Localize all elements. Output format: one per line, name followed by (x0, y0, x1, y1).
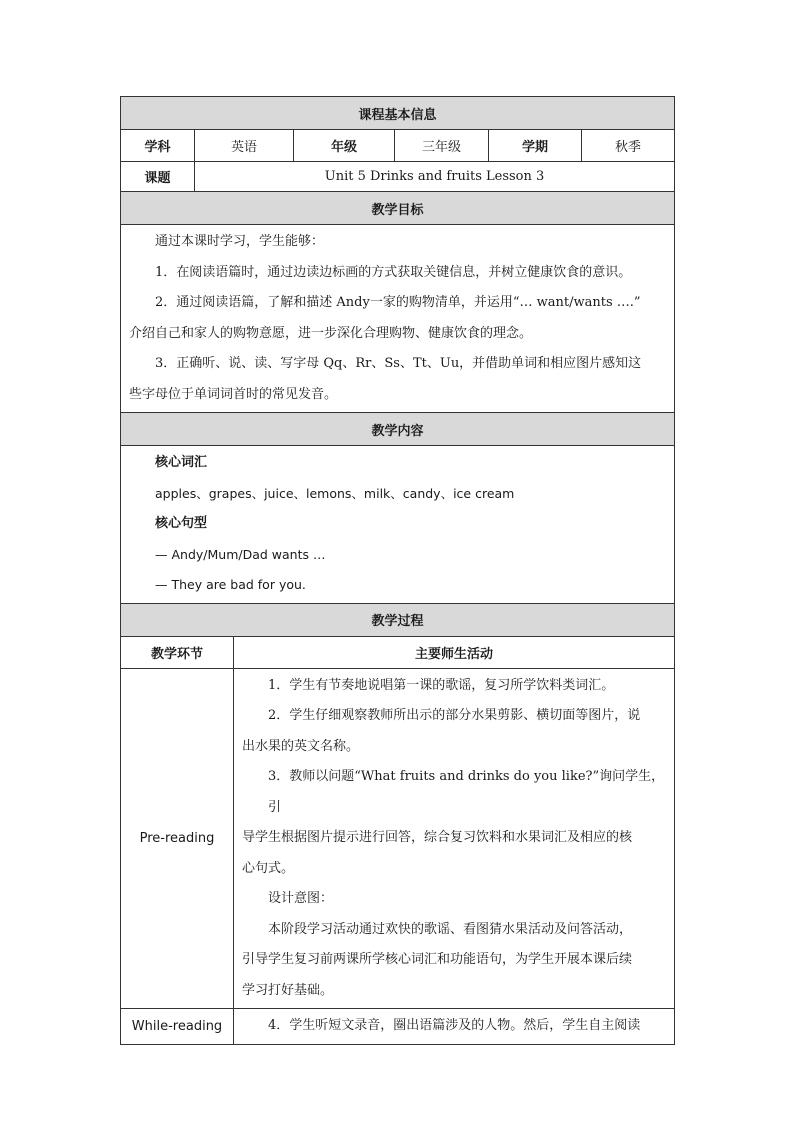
activity-line: 导学生根据图片提示进行回答，综合复习饮料和水果词汇及相应的核 (242, 830, 633, 845)
activity-line: 4．学生听短文录音，圈出语篇涉及的人物。然后，学生自主阅读 (268, 1018, 641, 1033)
objective-line: 些字母位于单词词首时的常见发音。 (129, 386, 338, 402)
vocab-heading: 核心词汇 (155, 455, 208, 470)
grade-value: 三年级 (395, 130, 489, 162)
basic-info-heading: 课程基本信息 (121, 97, 675, 130)
stage-column-header: 教学环节 (121, 636, 234, 668)
objective-line: 通过本课时学习，学生能够： (155, 234, 325, 249)
vocab-list: apples、grapes、juice、lemons、milk、candy、ice cream (155, 485, 515, 501)
content-body (121, 446, 675, 604)
subject-label: 学科 (121, 130, 195, 162)
objective-line: 1．在阅读语篇时，通过边读边标画的方式获取关键信息，并树立健康饮食的意识。 (155, 264, 632, 280)
term-label: 学期 (489, 130, 582, 162)
objective-line: 2．通过阅读语篇，了解和描述 Andy一家的购物清单，并运用“… want/wants ….” (155, 295, 641, 310)
while-reading-activities (234, 1009, 675, 1045)
pattern-line: — Andy/Mum/Dad wants … (155, 546, 326, 562)
activity-line: 2．学生仔细观察教师所出示的部分水果剪影、横切面等图片，说 (268, 708, 641, 723)
activity-line: 引导学生复习前两课所学核心词汇和功能语句，为学生开展本课后续 (242, 952, 633, 967)
activity-line: 出水果的英文名称。 (242, 738, 360, 754)
activity-line: 心句式。 (242, 860, 295, 876)
while-reading-label: While-reading (121, 1009, 234, 1045)
activity-column-header: 主要师生活动 (234, 636, 675, 668)
activity-line: 设计意图： (268, 891, 334, 906)
lesson-plan-table (120, 96, 675, 1045)
activity-line: 学习打好基础。 (242, 982, 334, 998)
pre-reading-label: Pre-reading (121, 668, 234, 1009)
activity-line: 3．教师以问题“What fruits and drinks do you like?”询问学生，引 (268, 769, 665, 815)
objectives-heading: 教学目标 (121, 192, 675, 225)
pre-reading-activities (234, 668, 675, 1009)
topic-value: Unit 5 Drinks and fruits Lesson 3 (195, 162, 675, 192)
activity-line: 1．学生有节奏地说唱第一课的歌谣，复习所学饮料类词汇。 (268, 677, 615, 693)
pattern-heading: 核心句型 (155, 516, 208, 531)
topic-label: 课题 (121, 162, 195, 192)
grade-label: 年级 (294, 130, 395, 162)
content-heading: 教学内容 (121, 413, 675, 446)
subject-value: 英语 (195, 130, 294, 162)
objective-line: 3．正确听、说、读、写字母 Qq、Rr、Ss、Tt、Uu，并借助单词和相应图片感知这 (155, 356, 642, 371)
pattern-line: — They are bad for you. (155, 577, 306, 592)
objective-line: 介绍自己和家人的购物意愿，进一步深化合理购物、健康饮食的理念。 (129, 325, 533, 341)
activity-line: 本阶段学习活动通过欢快的歌谣、看图猜水果活动及问答活动， (268, 921, 633, 937)
objectives-body (121, 225, 675, 413)
term-value: 秋季 (582, 130, 675, 162)
process-heading: 教学过程 (121, 603, 675, 636)
